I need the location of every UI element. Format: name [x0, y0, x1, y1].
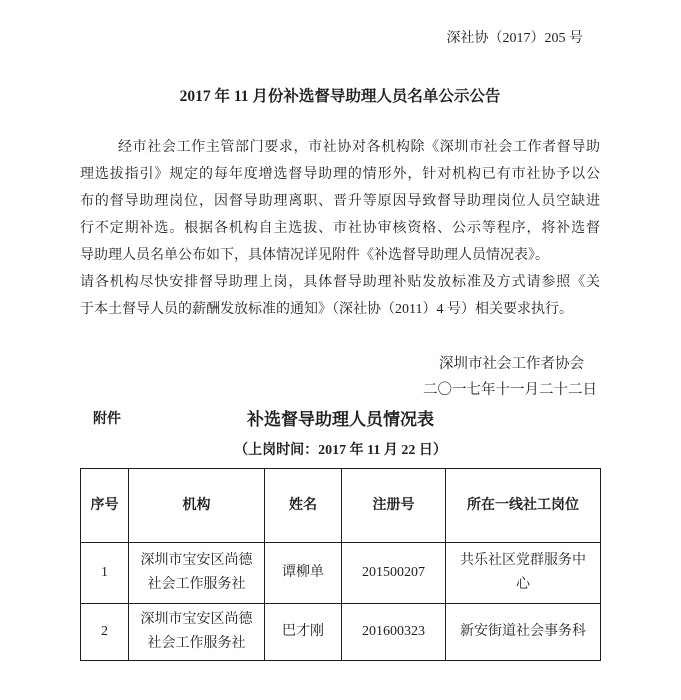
header-cell-registration-no: 注册号: [342, 469, 446, 543]
header-cell-frontline-post: 所在一线社工岗位: [446, 469, 601, 543]
cell-registration-no: 201500207: [342, 543, 446, 604]
body-line: 于本土督导人员的薪酬发放标准的通知》（深社协（2011）4 号）相关要求执行。: [80, 302, 573, 317]
table-row: [81, 604, 601, 661]
attachment-title: 补选督导助理人员情况表: [247, 410, 434, 429]
cell-serial-no: 1: [81, 543, 129, 604]
cell-organization: 深圳市宝安区尚德社会工作服务社: [129, 604, 265, 661]
cell-frontline-post: 共乐社区党群服务中心: [446, 543, 601, 604]
header-cell-serial-no: 序号: [81, 469, 129, 543]
cell-name: 谭柳单: [265, 543, 342, 604]
body-line: 导助理人员名单公布如下，具体情况详见附件《补选督导助理人员情况表》。: [80, 248, 549, 263]
cell-registration-no: 201600323: [342, 604, 446, 661]
attachment-heading-row: [0, 408, 681, 432]
body-line: 经市社会工作主管部门要求，市社协对各机构除《深圳市社会工作者督导助: [118, 140, 600, 155]
body-line: 理选拔指引》规定的每年度增选督导助理的情形外，针对机构已有市社协予以公: [80, 167, 600, 182]
cell-name: 巴才刚: [265, 604, 342, 661]
body-line: 请各机构尽快安排督导助理上岗，具体督导助理补贴发放标准及方式请参照《关: [80, 275, 600, 290]
header-cell-name: 姓名: [265, 469, 342, 543]
signature-organization: 深圳市社会工作者协会: [439, 356, 584, 372]
attachment-label: 附件: [93, 412, 121, 427]
table-header-row: [81, 469, 601, 543]
body-line: 布的督导助理岗位，因督导助理离职、晋升等原因导致督导助理岗位人员空缺进: [80, 194, 600, 209]
signature-date: 二〇一七年十一月二十二日: [423, 382, 597, 398]
body-paragraphs: [80, 134, 600, 323]
cell-serial-no: 2: [81, 604, 129, 661]
attachment-subtitle: （上岗时间：2017 年 11 月 22 日）: [234, 443, 447, 458]
body-line: 行不定期补选。根据各机构自主选拔、市社协审核资格、公示等程序，将补选督: [80, 221, 600, 236]
page-title: 2017 年 11 月份补选督导助理人员名单公示公告: [179, 88, 501, 105]
cell-organization: 深圳市宝安区尚德社会工作服务社: [129, 543, 265, 604]
personnel-table: [80, 468, 601, 661]
document-number: 深社协（2017）205 号: [446, 31, 583, 46]
signature-block: [0, 351, 597, 403]
header-cell-organization: 机构: [129, 469, 265, 543]
cell-frontline-post: 新安街道社会事务科: [446, 604, 601, 661]
table-row: [81, 543, 601, 604]
